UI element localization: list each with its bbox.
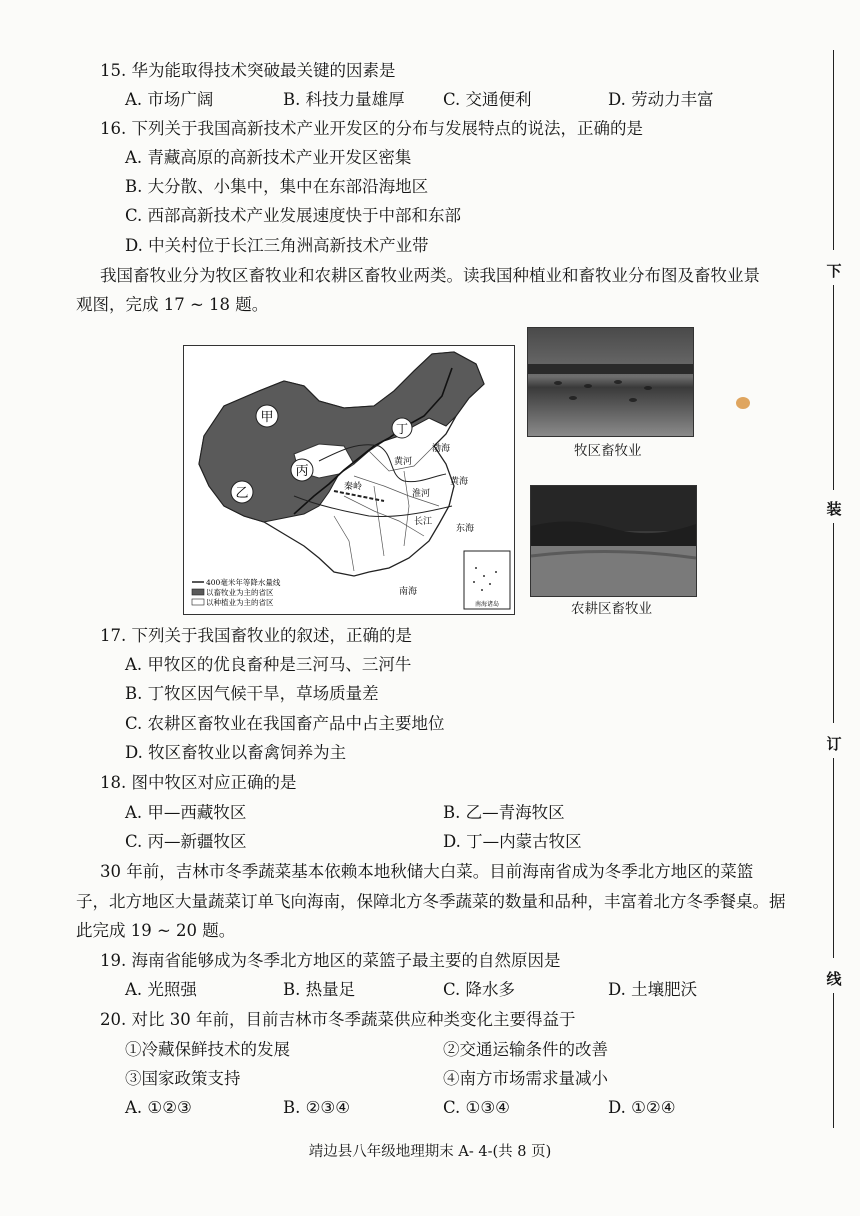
q16-stem: 16. 下列关于我国高新技术产业开发区的分布与发展特点的说法，正确的是 [100, 119, 643, 138]
binding-rule [833, 758, 834, 958]
q20-item-1: ①冷藏保鲜技术的发展 [125, 1040, 290, 1059]
passage2-line3: 此完成 19 ~ 20 题。 [76, 921, 236, 940]
q15-option-b: B. 科技力量雄厚 [283, 90, 405, 109]
map-label-ding: 丁 [395, 422, 409, 436]
q17-stem: 17. 下列关于我国畜牧业的叙述，正确的是 [100, 626, 412, 645]
q20-option-b: B. ②③④ [283, 1098, 350, 1117]
passage1-line2: 观图，完成 17 ~ 18 题。 [76, 295, 269, 314]
q15-option-a: A. 市场广阔 [125, 90, 214, 109]
photo-pastoral-livestock [527, 327, 694, 437]
q20-item-4: ④南方市场需求量减小 [443, 1069, 608, 1088]
q18-stem: 18. 图中牧区对应正确的是 [100, 773, 297, 792]
q19-option-d: D. 土壤肥沃 [608, 980, 698, 999]
q17-option-c: C. 农耕区畜牧业在我国畜产品中占主要地位 [125, 714, 445, 733]
map-label-bohai: 渤海 [432, 444, 451, 454]
map-legend [192, 577, 281, 607]
binding-char-xia: 下 [826, 262, 842, 280]
map-label-yellow-river: 黄河 [394, 457, 413, 467]
map-label-yellow-sea: 黄海 [450, 477, 469, 487]
map-label-east-sea: 东海 [456, 524, 475, 534]
map-label-yangtze: 长江 [414, 517, 433, 527]
binding-rule [833, 993, 834, 1128]
map-label-yi: 乙 [235, 486, 249, 501]
binding-char-zhuang: 装 [826, 500, 842, 518]
map-label-huaihe: 淮河 [412, 489, 431, 499]
china-agriculture-map [183, 345, 515, 615]
q15-option-c: C. 交通便利 [443, 90, 532, 109]
q19-option-a: A. 光照强 [125, 980, 197, 999]
q20-option-a: A. ①②③ [125, 1098, 192, 1117]
q16-option-a: A. 青藏高原的高新技术产业开发区密集 [125, 148, 412, 167]
binding-rule [833, 50, 834, 250]
map-label-qinling: 秦岭 [344, 482, 363, 492]
legend-isohyet: 400毫米年等降水量线 [206, 578, 281, 587]
q17-option-a: A. 甲牧区的优良畜种是三河马、三河牛 [125, 655, 412, 674]
binding-rule [833, 285, 834, 490]
map-label-bing: 丙 [295, 464, 309, 479]
passage2-line2: 子，北方地区大量蔬菜订单飞向海南，保障北方冬季蔬菜的数量和品种，丰富着北方冬季餐桌。据 [76, 892, 786, 911]
q20-option-d: D. ①②④ [608, 1098, 676, 1117]
q16-option-c: C. 西部高新技术产业发展速度快于中部和东部 [125, 206, 462, 225]
passage1-line1: 我国畜牧业分为牧区畜牧业和农耕区畜牧业两类。读我国种植业和畜牧业分布图及畜牧业景 [100, 266, 760, 285]
inset-label: 南海诸岛 [474, 601, 500, 608]
paper-stain [736, 397, 750, 409]
photo-farming-caption: 农耕区畜牧业 [571, 601, 652, 617]
q17-option-d: D. 牧区畜牧业以畜禽饲养为主 [125, 743, 347, 762]
q16-option-d: D. 中关村位于长江三角洲高新技术产业带 [125, 236, 429, 255]
binding-char-xian: 线 [826, 970, 842, 988]
map-label-jia: 甲 [260, 410, 274, 425]
q19-option-c: C. 降水多 [443, 980, 516, 999]
q18-option-d: D. 丁—内蒙古牧区 [443, 832, 582, 851]
q20-option-c: C. ①③④ [443, 1098, 510, 1117]
page-footer: 靖边县八年级地理期末 A- 4-(共 8 页) [308, 1144, 552, 1160]
legend-farming: 以种植业为主的省区 [206, 598, 274, 607]
q19-stem: 19. 海南省能够成为冬季北方地区的菜篮子最主要的自然原因是 [100, 951, 561, 970]
passage2-line1: 30 年前，吉林市冬季蔬菜基本依赖本地秋储大白菜。目前海南省成为冬季北方地区的菜篮 [100, 862, 754, 881]
map-label-south-sea: 南海 [399, 587, 418, 597]
photo-farming-livestock [530, 485, 697, 597]
photo-pastoral-caption: 牧区畜牧业 [574, 443, 642, 459]
q16-option-b: B. 大分散、小集中，集中在东部沿海地区 [125, 177, 429, 196]
map-svg [184, 346, 514, 614]
q18-option-a: A. 甲—西藏牧区 [125, 803, 247, 822]
q15-option-d: D. 劳动力丰富 [608, 90, 714, 109]
legend-pastoral: 以畜牧业为主的省区 [206, 588, 274, 597]
binding-margin [824, 50, 844, 1130]
q17-option-b: B. 丁牧区因气候干旱，草场质量差 [125, 684, 379, 703]
binding-char-ding: 订 [826, 735, 842, 753]
q20-item-2: ②交通运输条件的改善 [443, 1040, 608, 1059]
q20-stem: 20. 对比 30 年前，目前吉林市冬季蔬菜供应种类变化主要得益于 [100, 1010, 576, 1029]
q18-option-b: B. 乙—青海牧区 [443, 803, 565, 822]
q18-option-c: C. 丙—新疆牧区 [125, 832, 247, 851]
q15-stem: 15. 华为能取得技术突破最关键的因素是 [100, 61, 396, 80]
q20-item-3: ③国家政策支持 [125, 1069, 241, 1088]
q19-option-b: B. 热量足 [283, 980, 356, 999]
binding-rule [833, 523, 834, 723]
